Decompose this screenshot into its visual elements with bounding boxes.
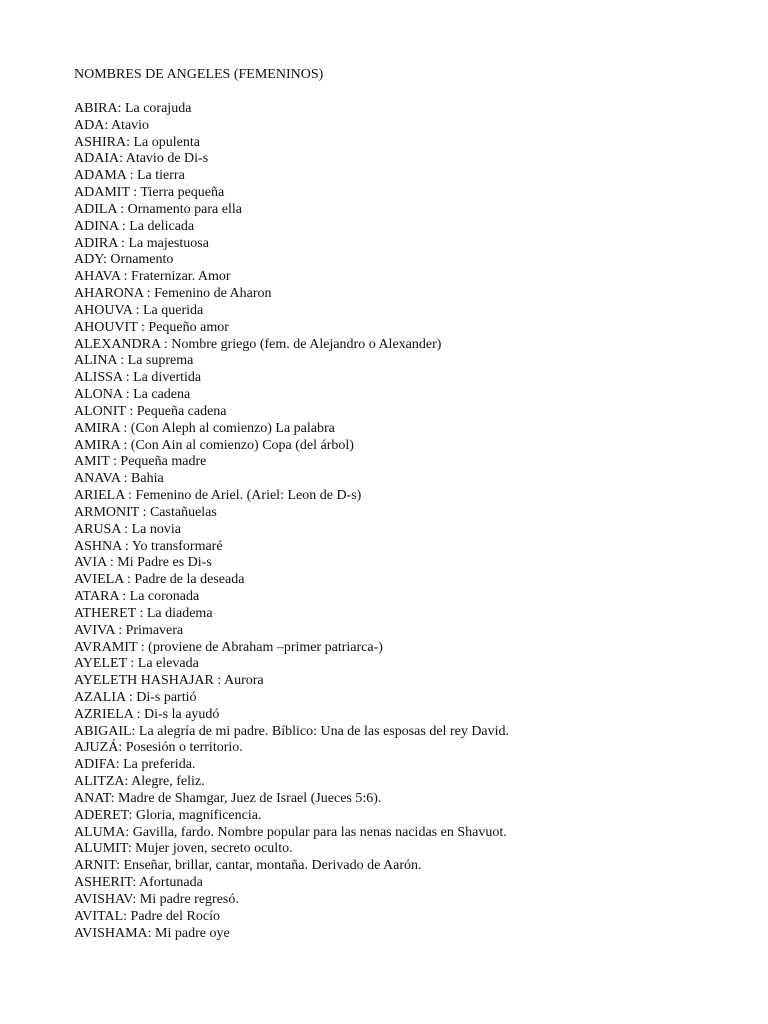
name-entry: ASHNA : Yo transformaré	[74, 538, 223, 554]
name-entry: ALEXANDRA : Nombre griego (fem. de Alejandro o Alexander)	[74, 336, 442, 352]
name-entry: AVITAL: Padre del Rocío	[74, 908, 220, 924]
name-entry: AVISHAV: Mi padre regresó.	[74, 891, 239, 907]
name-entry: AZRIELA : Di-s la ayudó	[74, 706, 220, 722]
name-entry: ADAIA: Atavio de Di-s	[74, 151, 209, 167]
name-entry: ASHIRA: La opulenta	[74, 134, 200, 150]
name-entry: ARMONIT : Castañuelas	[74, 504, 217, 520]
name-entry: AVIA : Mi Padre es Di-s	[74, 555, 212, 571]
name-entry: ALONIT : Pequeña cadena	[74, 403, 227, 419]
name-entry: ADA: Atavio	[74, 117, 150, 133]
name-entry: ANAT: Madre de Shamgar, Juez de Israel (Jueces 5:6).	[74, 790, 382, 806]
name-entry: AHAVA : Fraternizar. Amor	[74, 269, 231, 285]
name-entry: AVISHAMA: Mi padre oye	[74, 925, 230, 941]
name-entry: AVRAMIT : (proviene de Abraham –primer patriarca-)	[74, 639, 383, 655]
name-entry: ADIFA: La preferida.	[74, 757, 196, 773]
name-entry: ALITZA: Alegre, feliz.	[74, 774, 205, 790]
name-entry: ALISSA : La divertida	[74, 370, 202, 386]
name-entry: AHOUVA : La querida	[74, 302, 204, 318]
name-entry: ADAMIT : Tierra pequeña	[74, 185, 225, 201]
name-entry: ABIGAIL: La alegría de mi padre. Bíblico: Una de las esposas del rey David.	[74, 723, 510, 739]
name-entry: AMIRA : (Con Aleph al comienzo) La palabra	[74, 420, 335, 436]
document-title: NOMBRES DE ANGELES (FEMENINOS)	[74, 67, 324, 82]
document-page	[74, 66, 754, 942]
name-entry: AJUZÁ: Posesión o territorio.	[74, 740, 243, 756]
name-entry: AYELETH HASHAJAR : Aurora	[74, 673, 264, 689]
name-entry: ASHERIT: Afortunada	[74, 875, 203, 891]
name-entry: ANAVA : Bahia	[74, 471, 164, 487]
name-entry: ADIRA : La majestuosa	[74, 235, 209, 251]
name-entry: ATARA : La coronada	[74, 589, 200, 605]
name-entry: AVIVA : Primavera	[74, 622, 184, 638]
name-entry: ADINA : La delicada	[74, 218, 195, 234]
name-entry: ADERET: Gloria, magnificencia.	[74, 807, 262, 823]
name-entry: AMIT : Pequeña madre	[74, 454, 207, 470]
name-entry: ALUMIT: Mujer joven, secreto oculto.	[74, 841, 293, 857]
name-entry: ARIELA : Femenino de Ariel. (Ariel: Leon de D-s)	[74, 488, 362, 504]
name-entry: ARNIT: Enseñar, brillar, cantar, montaña. Derivado de Aarón.	[74, 858, 422, 874]
name-entry: ARUSA : La novia	[74, 521, 181, 537]
name-list	[74, 101, 754, 942]
name-entry: ALONA : La cadena	[74, 387, 191, 403]
name-entry: AVIELA : Padre de la deseada	[74, 572, 245, 588]
name-entry: AYELET : La elevada	[74, 656, 199, 672]
name-entry: AMIRA : (Con Ain al comienzo) Copa (del árbol)	[74, 437, 354, 453]
name-entry: ADILA : Ornamento para ella	[74, 201, 242, 217]
name-entry: ATHERET : La diadema	[74, 605, 213, 621]
name-entry: ALUMA: Gavilla, fardo. Nombre popular para las nenas nacidas en Shavuot.	[74, 824, 507, 840]
name-entry: AZALIA : Di-s partió	[74, 689, 197, 705]
name-entry: ADAMA : La tierra	[74, 168, 185, 184]
name-entry: ABIRA: La corajuda	[74, 101, 192, 116]
name-entry: AHARONA : Femenino de Aharon	[74, 286, 272, 302]
name-entry: ADY: Ornamento	[74, 252, 174, 268]
name-entry: ALINA : La suprema	[74, 353, 194, 369]
name-entry: AHOUVIT : Pequeño amor	[74, 319, 229, 335]
